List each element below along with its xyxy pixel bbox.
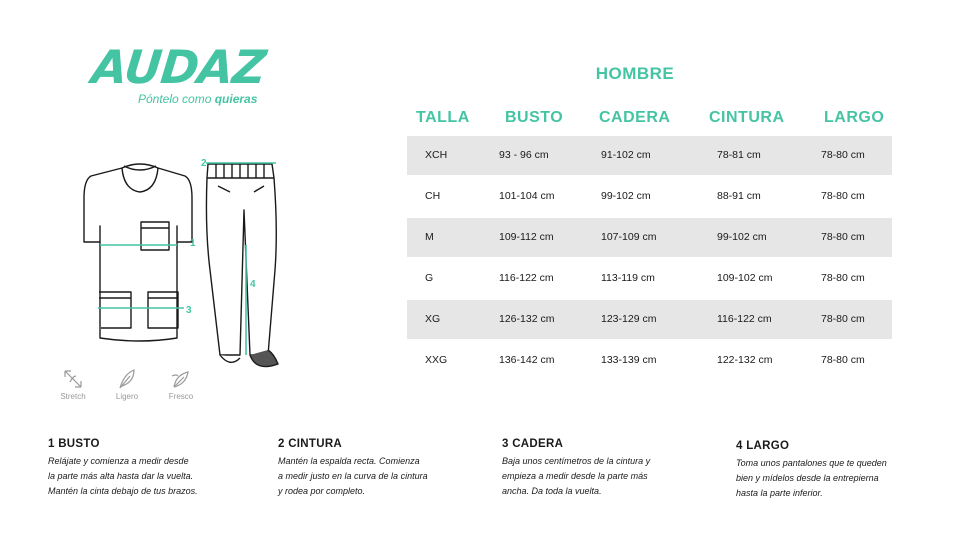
label-busto: 1 bbox=[190, 238, 196, 249]
cell-busto: 116-122 cm bbox=[499, 272, 554, 284]
cell-busto: 101-104 cm bbox=[499, 190, 555, 202]
cell-talla: XCH bbox=[425, 149, 448, 161]
cell-cadera: 91-102 cm bbox=[601, 149, 651, 161]
cell-cintura: 116-122 cm bbox=[717, 313, 772, 325]
cell-busto: 93 - 96 cm bbox=[499, 149, 549, 161]
cell-cadera: 123-129 cm bbox=[601, 313, 657, 325]
brand-logo bbox=[89, 40, 268, 110]
cell-talla: XXG bbox=[425, 354, 448, 366]
instruction-heading: 2 CINTURA bbox=[278, 438, 343, 450]
instruction-largo bbox=[736, 440, 946, 501]
table-row bbox=[407, 259, 892, 298]
instruction-line: Baja unos centímetros de la cintura y bbox=[502, 456, 651, 466]
cell-largo: 78-80 cm bbox=[821, 272, 865, 284]
feature-ligero bbox=[102, 368, 152, 401]
feature-stretch bbox=[48, 368, 98, 401]
header-largo: LARGO bbox=[824, 109, 885, 126]
instruction-line: Relájate y comienza a medir desde bbox=[48, 456, 189, 466]
leaf-breeze-icon bbox=[170, 368, 192, 390]
label-largo: 4 bbox=[250, 279, 256, 290]
instruction-line: Mantén la espalda recta. Comienza bbox=[278, 456, 420, 466]
instruction-heading: 3 CADERA bbox=[502, 438, 564, 450]
tagline-regular: Póntelo como bbox=[138, 92, 215, 106]
instruction-line: y rodea por completo. bbox=[278, 486, 366, 496]
cell-cintura: 109-102 cm bbox=[717, 272, 773, 284]
instruction-line: ancha. Da toda la vuelta. bbox=[502, 486, 602, 496]
brand-name: AUDAZ bbox=[89, 40, 268, 94]
instruction-cadera bbox=[502, 438, 712, 499]
header-talla: TALLA bbox=[416, 109, 470, 126]
table-row bbox=[407, 218, 892, 257]
feature-label-ligero: Ligero bbox=[115, 392, 139, 401]
brand-tagline bbox=[138, 92, 257, 106]
feature-label-stretch: Stretch bbox=[60, 392, 86, 401]
stretch-icon bbox=[62, 368, 84, 390]
instruction-line: a medir justo en la curva de la cintura bbox=[278, 471, 428, 481]
table-row bbox=[407, 300, 892, 339]
cell-largo: 78-80 cm bbox=[821, 190, 865, 202]
scrub-top-drawing bbox=[84, 164, 192, 341]
header-cintura: CINTURA bbox=[709, 109, 785, 126]
scrub-pants-drawing bbox=[206, 164, 278, 367]
cell-largo: 78-80 cm bbox=[821, 231, 865, 243]
cell-busto: 136-142 cm bbox=[499, 354, 555, 366]
cell-talla: G bbox=[425, 272, 434, 284]
cell-cintura: 88-91 cm bbox=[717, 190, 761, 202]
cell-talla: XG bbox=[425, 313, 441, 325]
instruction-text bbox=[278, 454, 488, 499]
cell-busto: 109-112 cm bbox=[499, 231, 554, 243]
table-title: HOMBRE bbox=[595, 64, 675, 83]
instruction-line: hasta la parte inferior. bbox=[736, 488, 823, 498]
label-cadera: 3 bbox=[186, 305, 192, 316]
instruction-heading: 4 LARGO bbox=[736, 440, 790, 452]
cell-cintura: 122-132 cm bbox=[717, 354, 773, 366]
cell-cadera: 133-139 cm bbox=[601, 354, 657, 366]
instruction-text bbox=[736, 456, 946, 501]
garment-measurement-illustration bbox=[60, 150, 300, 385]
instruction-cintura bbox=[278, 438, 488, 499]
cell-talla: CH bbox=[425, 190, 441, 202]
feature-fresco bbox=[156, 368, 206, 401]
cell-cintura: 78-81 cm bbox=[717, 149, 761, 161]
cell-largo: 78-80 cm bbox=[821, 313, 865, 325]
header-busto: BUSTO bbox=[505, 109, 564, 126]
feature-label-fresco: Fresco bbox=[168, 392, 194, 401]
table-row bbox=[407, 136, 892, 175]
instruction-line: empieza a medir desde la parte más bbox=[502, 471, 648, 481]
label-cintura: 2 bbox=[201, 158, 207, 169]
cell-cadera: 107-109 cm bbox=[601, 231, 657, 243]
cell-cintura: 99-102 cm bbox=[717, 231, 767, 243]
tagline-bold: quieras bbox=[214, 92, 258, 106]
instruction-text bbox=[48, 454, 258, 499]
instruction-heading: 1 BUSTO bbox=[48, 438, 100, 450]
instruction-line: Toma unos pantalones que te queden bbox=[736, 458, 887, 468]
table-row bbox=[407, 177, 892, 216]
cell-largo: 78-80 cm bbox=[821, 149, 865, 161]
table-row bbox=[407, 341, 892, 380]
feather-icon bbox=[116, 368, 138, 390]
instruction-busto bbox=[48, 438, 258, 499]
cell-largo: 78-80 cm bbox=[821, 354, 865, 366]
instruction-line: la parte más alta hasta dar la vuelta. bbox=[48, 471, 194, 481]
header-cadera: CADERA bbox=[599, 109, 671, 126]
instruction-text bbox=[502, 454, 712, 499]
cell-talla: M bbox=[425, 231, 434, 243]
cell-busto: 126-132 cm bbox=[499, 313, 555, 325]
cell-cadera: 113-119 cm bbox=[601, 272, 655, 284]
instruction-line: bien y mídelos desde la entrepierna bbox=[736, 473, 879, 483]
cell-cadera: 99-102 cm bbox=[601, 190, 651, 202]
instruction-line: Mantén la cinta debajo de tus brazos. bbox=[48, 486, 198, 496]
